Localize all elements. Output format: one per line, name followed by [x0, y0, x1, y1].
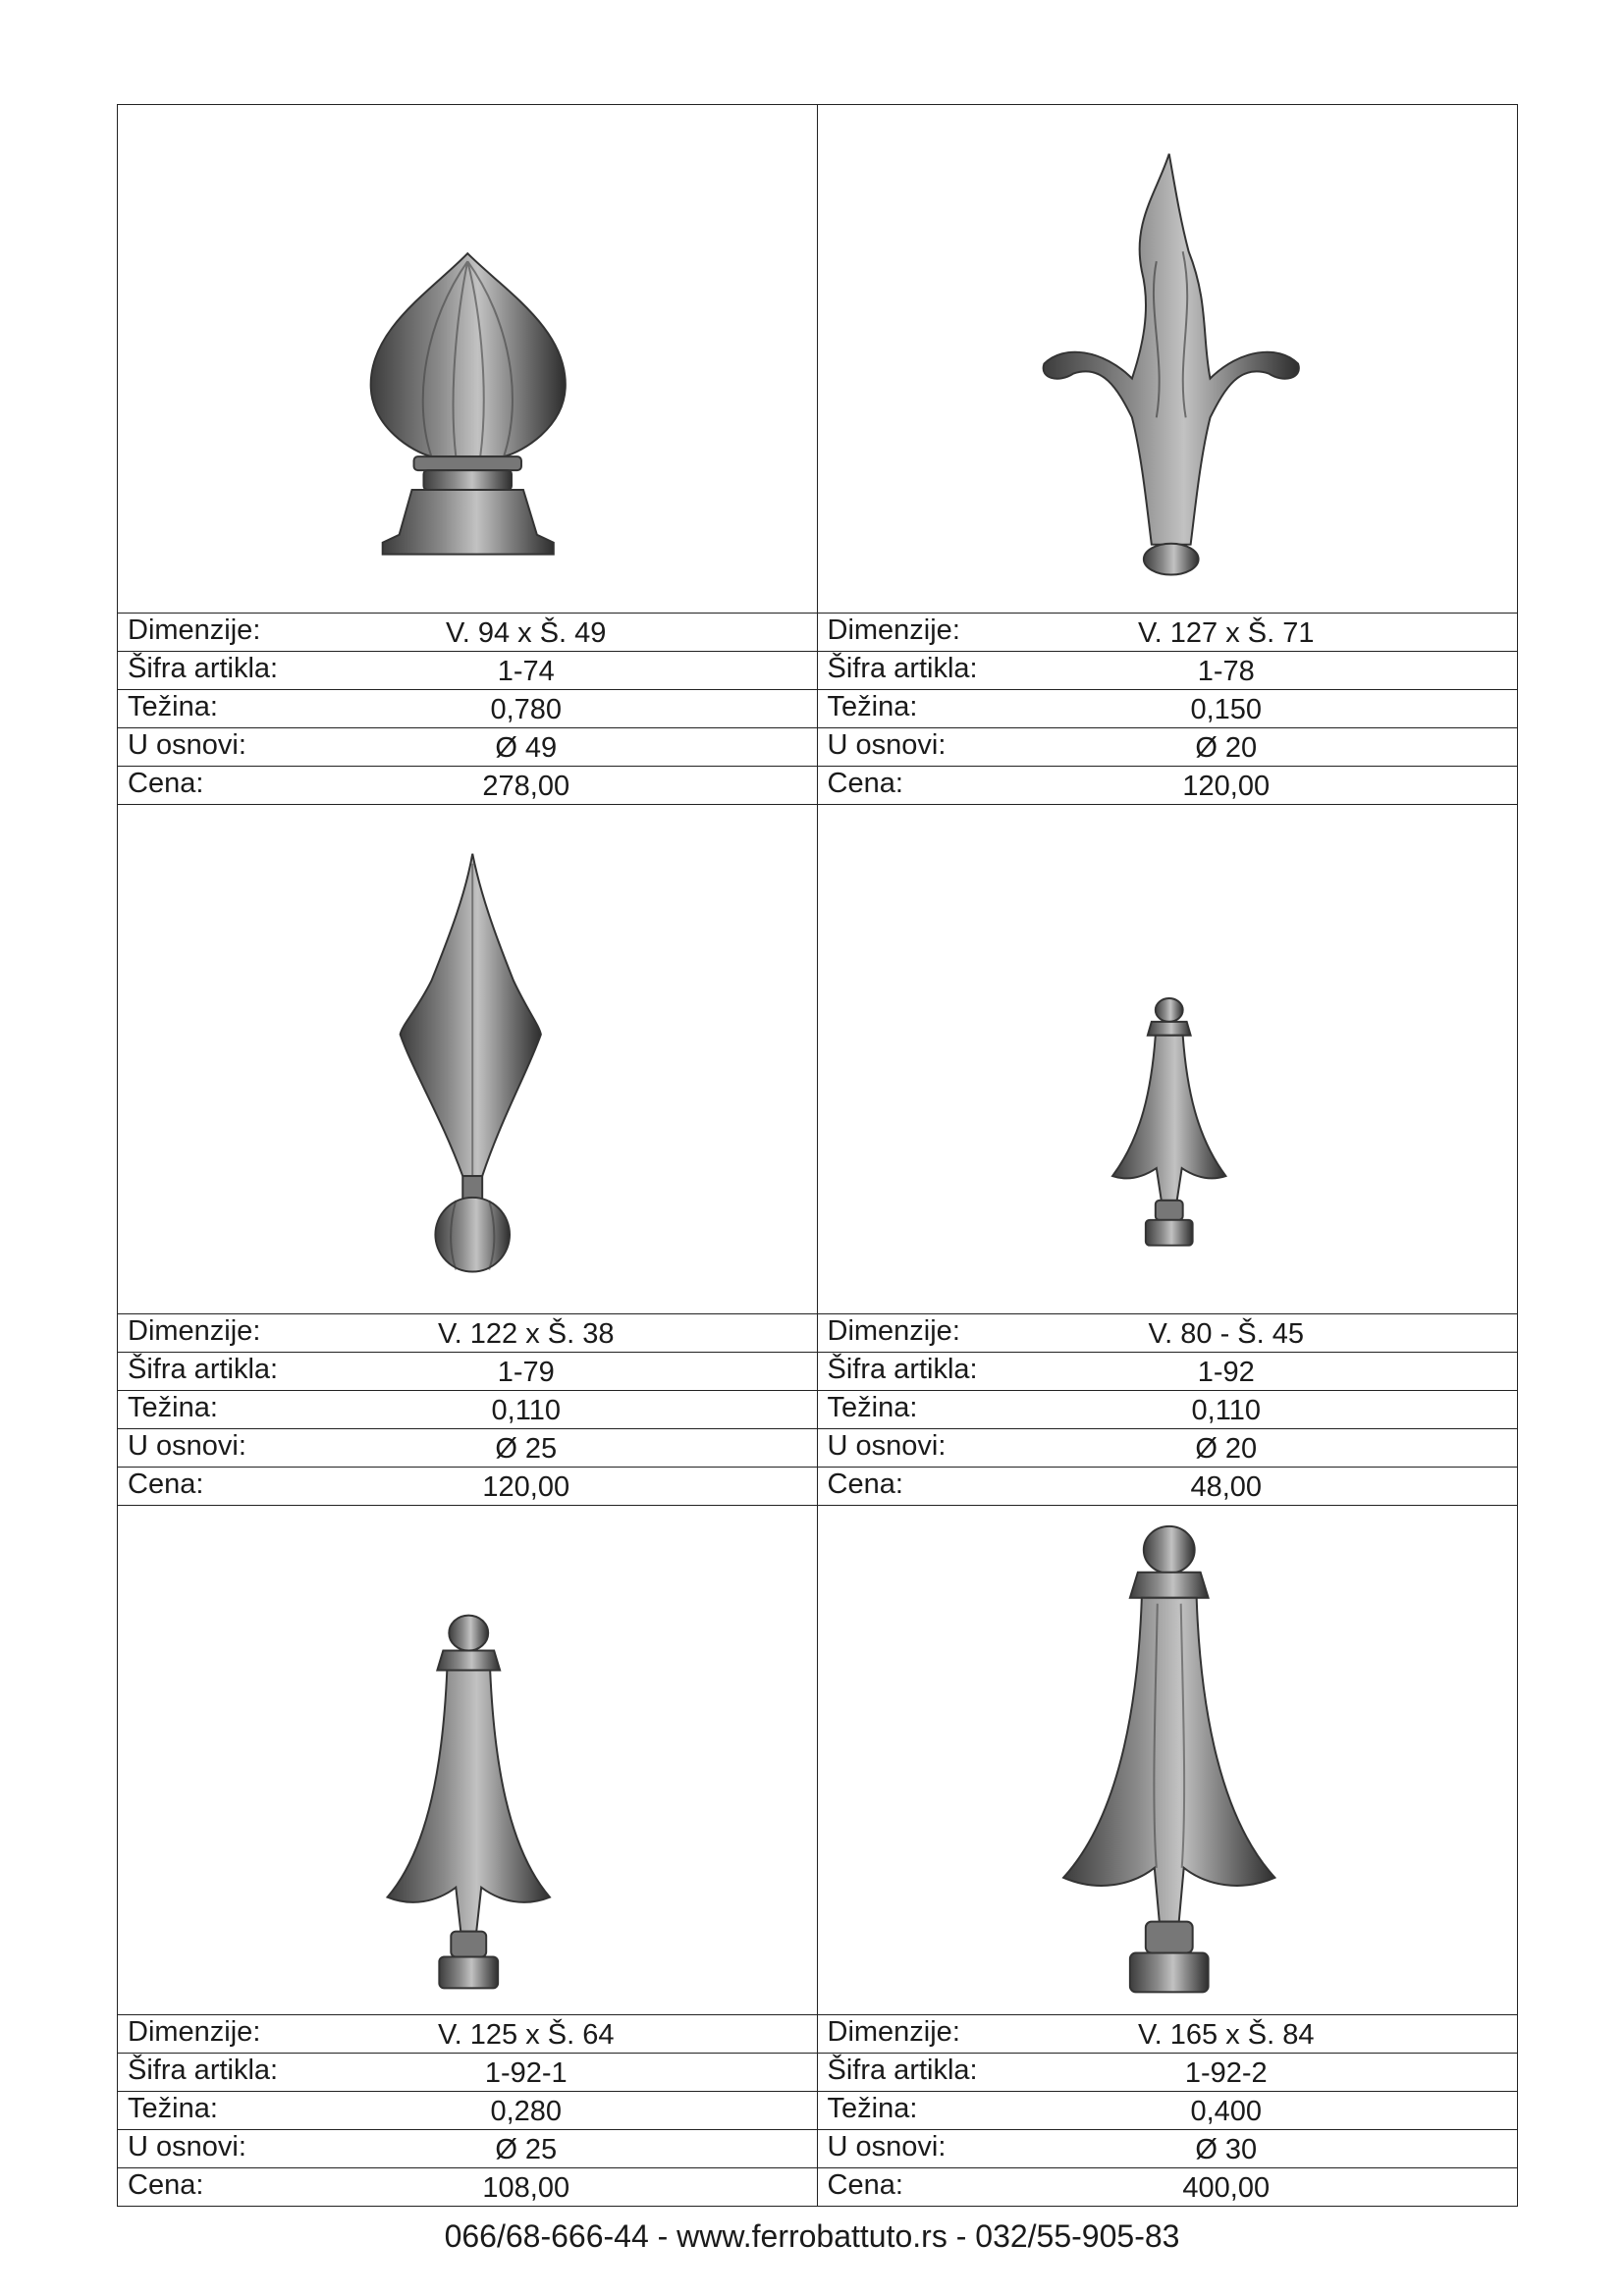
- product-card: [118, 805, 818, 1505]
- dimensions-label: Dimenzije:: [128, 614, 261, 647]
- dimensions-value: V. 165 x Š. 84: [1137, 2018, 1315, 2051]
- code-value: 1-92-2: [1184, 2056, 1268, 2089]
- price-label: Cena:: [827, 2168, 903, 2201]
- weight-label: Težina:: [128, 2092, 218, 2124]
- code-value: 1-92-1: [484, 2056, 568, 2089]
- code-label: Šifra artikla:: [128, 2054, 279, 2086]
- spec-base: [118, 1428, 817, 1467]
- dimensions-value: V. 80 - Š. 45: [1148, 1317, 1305, 1350]
- contact-footer: 066/68-666-44 - www.ferrobattuto.rs - 032/55-905-83: [444, 2218, 1180, 2254]
- spec-code: [818, 2053, 1518, 2091]
- spec-code: [118, 2053, 817, 2091]
- bulb-finial-icon: [118, 105, 817, 613]
- product-photo: [118, 805, 817, 1312]
- bell-finial-large-icon: [818, 1506, 1518, 2014]
- price-value: 120,00: [482, 1470, 570, 1503]
- weight-value: 0,400: [1190, 2095, 1263, 2127]
- dimensions-value: V. 122 x Š. 38: [437, 1317, 615, 1350]
- price-label: Cena:: [827, 768, 903, 800]
- weight-value: 0,780: [490, 694, 563, 726]
- dimensions-label: Dimenzije:: [128, 2015, 261, 2048]
- spec-base: [818, 1428, 1518, 1467]
- price-value: 278,00: [482, 771, 570, 803]
- weight-label: Težina:: [827, 691, 918, 723]
- base-value: Ø 25: [495, 1432, 558, 1465]
- dimensions-value: V. 94 x Š. 49: [446, 617, 607, 650]
- dimensions-label: Dimenzije:: [827, 2015, 960, 2048]
- weight-value: 0,150: [1190, 694, 1263, 726]
- dimensions-label: Dimenzije:: [827, 614, 960, 647]
- spec-base: [818, 2129, 1518, 2167]
- spec-weight: [118, 1390, 817, 1428]
- spec-weight: [118, 2091, 817, 2129]
- spec-price: [118, 2167, 817, 2206]
- base-value: Ø 25: [495, 2133, 558, 2165]
- spec-weight: [818, 1390, 1518, 1428]
- price-label: Cena:: [128, 2168, 204, 2201]
- spec-price: [118, 766, 817, 804]
- spec-dimensions: [118, 1313, 817, 1352]
- product-card: [818, 1506, 1518, 2206]
- spec-dimensions: [818, 1313, 1518, 1352]
- code-label: Šifra artikla:: [827, 2054, 978, 2086]
- code-value: 1-92: [1197, 1356, 1255, 1388]
- product-photo: [818, 1506, 1518, 2014]
- spec-price: [818, 766, 1518, 804]
- code-value: 1-79: [497, 1356, 555, 1388]
- weight-label: Težina:: [128, 691, 218, 723]
- price-value: 400,00: [1182, 2171, 1271, 2204]
- weight-label: Težina:: [128, 1391, 218, 1423]
- base-value: Ø 49: [495, 732, 558, 765]
- base-value: Ø 20: [1195, 732, 1258, 765]
- spec-price: [818, 1467, 1518, 1505]
- weight-value: 0,110: [491, 1394, 561, 1426]
- spec-weight: [818, 2091, 1518, 2129]
- product-catalog: [117, 104, 1518, 2207]
- code-label: Šifra artikla:: [128, 653, 279, 685]
- price-value: 108,00: [482, 2171, 570, 2204]
- price-label: Cena:: [128, 1468, 204, 1500]
- spear-ball-finial-icon: [118, 805, 817, 1312]
- code-value: 1-74: [497, 656, 555, 688]
- base-label: U osnovi:: [128, 2130, 246, 2163]
- spec-base: [818, 727, 1518, 766]
- product-card: [818, 805, 1518, 1505]
- price-value: 120,00: [1182, 771, 1271, 803]
- dimensions-label: Dimenzije:: [128, 1314, 261, 1347]
- dimensions-value: V. 127 x Š. 71: [1137, 617, 1315, 650]
- product-photo: [118, 105, 817, 613]
- product-card: [118, 105, 818, 805]
- price-label: Cena:: [827, 1468, 903, 1500]
- price-value: 48,00: [1190, 1470, 1263, 1503]
- bell-finial-small-icon: [818, 805, 1518, 1312]
- spec-weight: [118, 689, 817, 727]
- code-value: 1-78: [1197, 656, 1255, 688]
- spec-price: [818, 2167, 1518, 2206]
- dimensions-value: V. 125 x Š. 64: [437, 2018, 615, 2051]
- spec-base: [118, 2129, 817, 2167]
- weight-value: 0,280: [490, 2095, 563, 2127]
- base-label: U osnovi:: [827, 2130, 947, 2163]
- product-photo: [818, 805, 1518, 1312]
- bell-finial-medium-icon: [118, 1506, 817, 2014]
- product-photo: [818, 105, 1518, 613]
- spec-base: [118, 727, 817, 766]
- spec-weight: [818, 689, 1518, 727]
- product-photo: [118, 1506, 817, 2014]
- spec-price: [118, 1467, 817, 1505]
- code-label: Šifra artikla:: [827, 1353, 978, 1385]
- spec-code: [818, 651, 1518, 689]
- weight-label: Težina:: [827, 1391, 918, 1423]
- spec-dimensions: [118, 613, 817, 651]
- weight-value: 0,110: [1191, 1394, 1261, 1426]
- spec-code: [118, 1352, 817, 1390]
- base-label: U osnovi:: [827, 729, 947, 762]
- product-card: [818, 105, 1518, 805]
- weight-label: Težina:: [827, 2092, 918, 2124]
- code-label: Šifra artikla:: [128, 1353, 279, 1385]
- spec-dimensions: [118, 2014, 817, 2053]
- flame-lily-finial-icon: [818, 105, 1518, 613]
- base-label: U osnovi:: [827, 1429, 947, 1462]
- dimensions-label: Dimenzije:: [827, 1314, 960, 1347]
- spec-code: [818, 1352, 1518, 1390]
- base-value: Ø 20: [1195, 1432, 1258, 1465]
- base-value: Ø 30: [1195, 2133, 1258, 2165]
- price-label: Cena:: [128, 768, 204, 800]
- spec-dimensions: [818, 613, 1518, 651]
- code-label: Šifra artikla:: [827, 653, 978, 685]
- base-label: U osnovi:: [128, 1429, 246, 1462]
- product-card: [118, 1506, 818, 2206]
- spec-dimensions: [818, 2014, 1518, 2053]
- spec-code: [118, 651, 817, 689]
- base-label: U osnovi:: [128, 729, 246, 762]
